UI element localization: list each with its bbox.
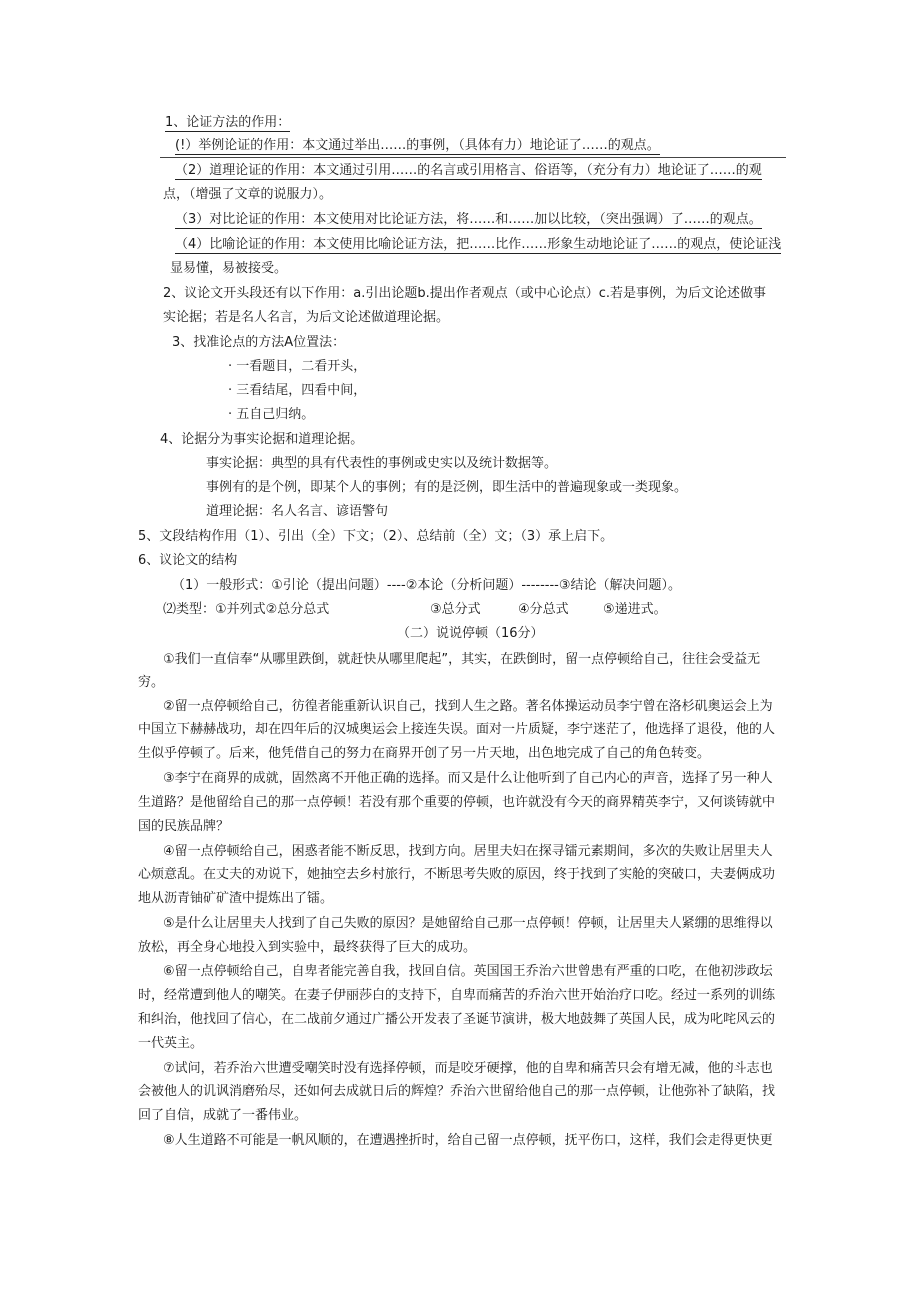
article-line: ⑦试问，若乔治六世遭受嘲笑时没有选择停顿，而是咬牙硬撑，他的自卑和痛苦只会有增无减，他的斗志也	[163, 1061, 773, 1076]
article-line: ⑥留一点停顿给自己，自卑者能完善自我，找回自信。英国国王乔治六世曾患有严重的口吃，在他初涉政坛	[163, 964, 773, 979]
note-essay-structure: 6、议论文的结构	[138, 553, 238, 568]
note-thesis-method: 3、找准论点的方法A位置法：	[172, 335, 346, 350]
article-line: ⑧人生道路不可能是一帆风顺的，在遭遇挫折时，给自己留一点停顿，抚平伤口，这样，我们会走得更快更	[163, 1133, 773, 1148]
divider-line	[160, 157, 786, 158]
article-line: ⑤是什么让居里夫人找到了自己失败的原因？是她留给自己那一点停顿！停顿，让居里夫人紧绷的思维得以	[163, 916, 773, 931]
article-line: 一代英主。	[138, 1036, 204, 1051]
article-line: ①我们一直信奉“从哪里跌倒，就赶快从哪里爬起”，其实，在跌倒时，留一点停顿给自己，往往会受益无	[163, 652, 761, 667]
bullet-item: · 五自己归纳。	[228, 407, 315, 422]
note-contrast-method: （3）对比论证的作用：本文使用对比论证方法，将……和……加以比较，（突出强调）了……的观点。	[175, 212, 762, 227]
article-line: ②留一点停顿给自己，彷徨者能重新认识自己，找到人生之路。著名体操运动员李宁曾在洛杉矶奥运会上为	[163, 699, 773, 714]
note-structure-type: ⑤递进式。	[603, 602, 667, 617]
note-metaphor-method-line2: 显易懂，易被接受。	[170, 261, 288, 276]
note-opening-function-line1: 2、议论文开头段还有以下作用：a.引出论题b.提出作者观点（或中心论点）c.若是事例，为后文论述做事	[163, 286, 767, 301]
note-reasoning-evidence: 道理论据：名人名言、谚语警句	[206, 504, 389, 519]
note-example-types: 事例有的是个例，即某个人的事例；有的是泛例，即生活中的普遍现象或一类现象。	[206, 480, 688, 495]
note-factual-evidence: 事实论据：典型的具有代表性的事例或史实以及统计数据等。	[206, 456, 558, 471]
note-method-heading: 1、论证方法的作用：	[165, 115, 291, 130]
note-reasoning-method-line1: （2）道理论证的作用：本文通过引用……的名言或引用格言、俗语等，（充分有力）地论证了……的观	[175, 163, 762, 178]
note-structure-type: ④分总式	[518, 602, 569, 617]
article-line: 时，经常遭到他人的嘲笑。在妻子伊丽莎白的支持下，自卑而痛苦的乔治六世开始治疗口吃。经过一系列的训练	[138, 988, 776, 1003]
note-paragraph-structure: 5、文段结构作用（1）、引出（全）下文；（2）、总结前（全）文；（3）承上启下。	[138, 529, 614, 544]
note-structure-type: ③总分式	[430, 602, 481, 617]
note-evidence-types: 4、论据分为事实论据和道理论据。	[160, 432, 364, 447]
article-title: （二）说说停顿（16分）	[397, 626, 544, 641]
note-general-form: （1）一般形式：①引论（提出问题）----②本论（分析问题）--------③结论（解决问题）。	[172, 578, 682, 593]
note-metaphor-method-line1: （4）比喻论证的作用：本文使用比喻论证方法，把……比作……形象生动地论证了……的观点，使论证浅	[175, 237, 782, 252]
article-line: 中国立下赫赫战功，却在四年后的汉城奥运会上接连失误。面对一片质疑，李宁迷茫了，他选择了退役，他的人	[138, 722, 776, 737]
article-line: 国的民族品牌？	[138, 819, 230, 834]
note-structure-types: ⑵类型：①并列式②总分总式	[163, 602, 330, 617]
article-line: 心烦意乱。在丈夫的劝说下，她抽空去乡村旅行，不断思考失败的原因，终于找到了实舱的突破口，夫妻俩成功	[138, 867, 776, 882]
article-line: 生似乎停顿了。后来，他凭借自己的努力在商界开创了另一片天地，出色地完成了自己的角色转变。	[138, 746, 711, 761]
bullet-item: · 三看结尾，四看中间，	[228, 383, 367, 398]
article-line: 放松，再全身心地投入到实验中，最终获得了巨大的成功。	[138, 940, 477, 955]
article-line: 回了自信，成就了一番伟业。	[138, 1108, 308, 1123]
article-line: 穷。	[138, 675, 165, 690]
note-reasoning-method-line2: 点，（增强了文章的说服力）。	[163, 187, 333, 202]
article-line: 地从沥青铀矿矿渣中提炼出了镭。	[138, 891, 334, 906]
article-line: 会被他人的讥讽消磨殆尽，还如何去成就日后的辉煌？乔治六世留给他自己的那一点停顿，让他弥补了缺陷，找	[138, 1084, 776, 1099]
article-line: 和纠治，他找回了信心，在二战前夕通过广播公开发表了圣诞节演讲，极大地鼓舞了英国人民，成为叱咤风云的	[138, 1012, 776, 1027]
article-line: ④留一点停顿给自己，困惑者能不断反思，找到方向。居里夫妇在探寻镭元素期间，多次的失败让居里夫人	[163, 844, 773, 859]
note-opening-function-line2: 实论据；若是名人名言，为后文论述做道理论据。	[163, 310, 450, 325]
note-example-method: (!）举例论证的作用：本文通过举出……的事例，（具体有力）地论证了……的观点。	[175, 138, 660, 153]
article-line: ③李宁在商界的成就，固然离不开他正确的选择。而又是什么让他听到了自己内心的声音，选择了另一种人	[163, 771, 773, 786]
bullet-item: · 一看题目，二看开头，	[228, 359, 367, 374]
article-line: 生道路？是他留给自己的那一点停顿！若没有那个重要的停顿，也许就没有今天的商界精英李宁，又何谈铸就中	[138, 795, 776, 810]
